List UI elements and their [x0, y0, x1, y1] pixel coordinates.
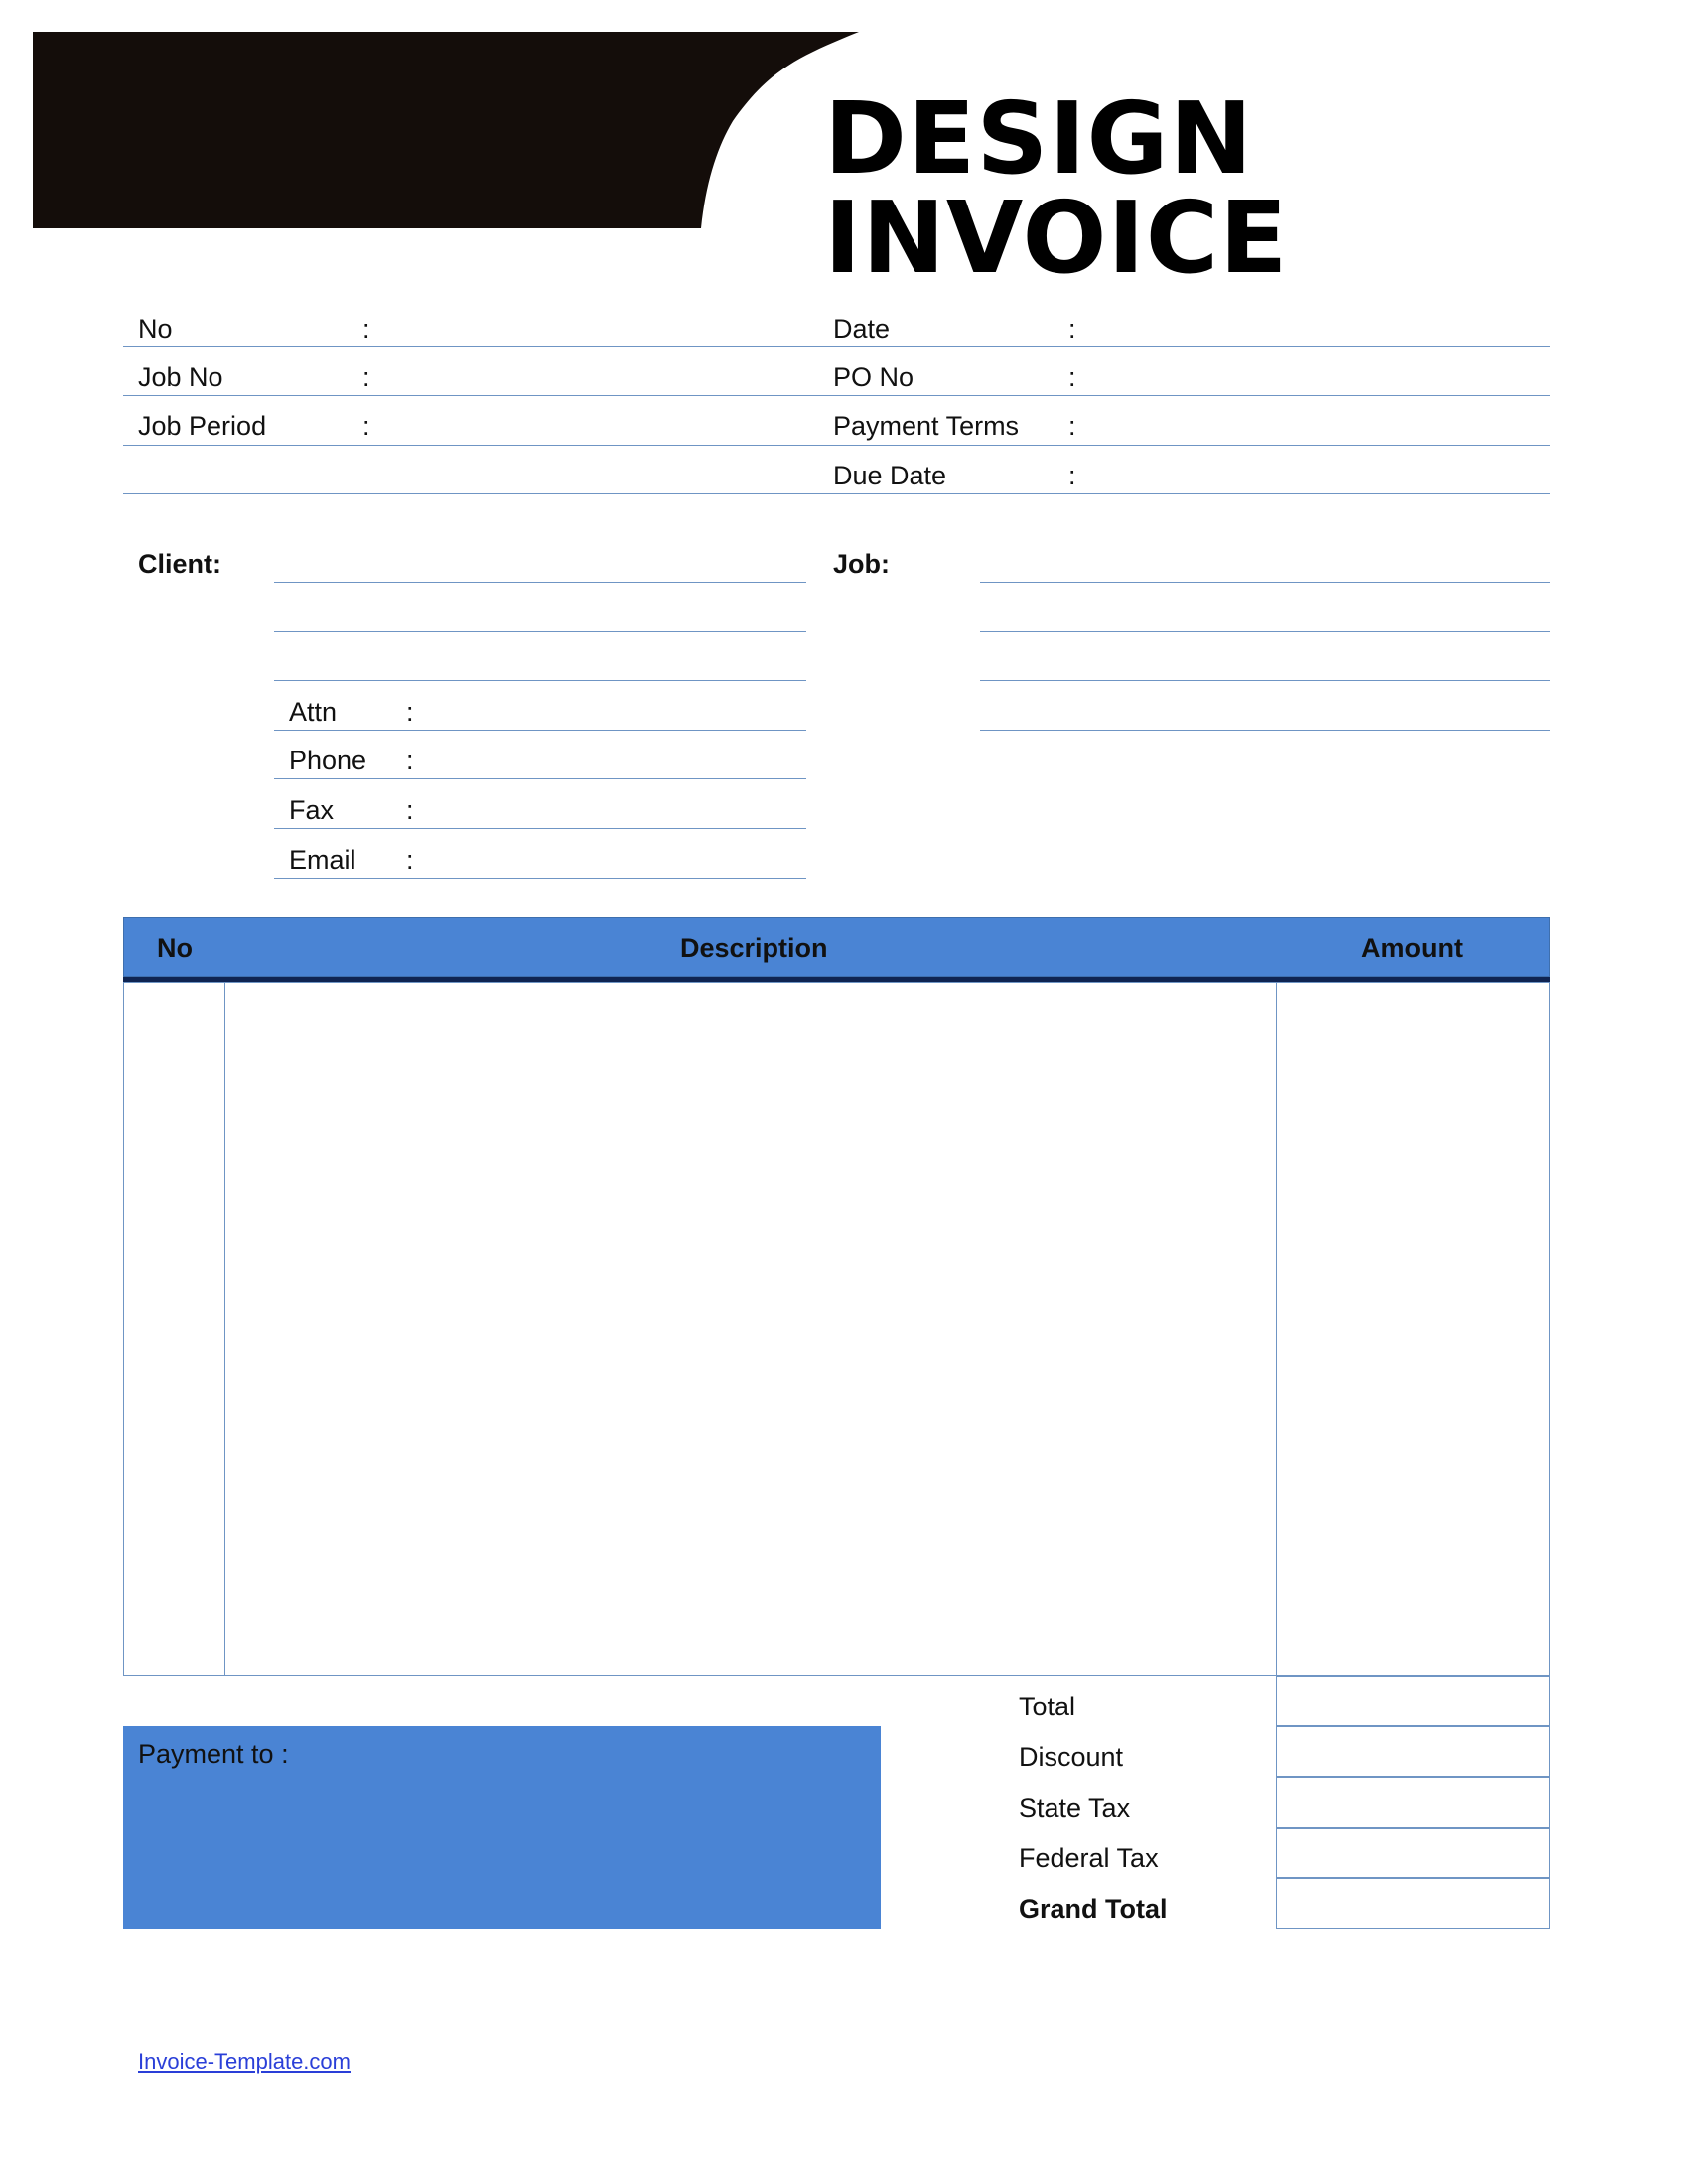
client-address-line[interactable]: [274, 680, 806, 681]
contact-row-rule: [274, 778, 806, 779]
payment-to-label: Payment to :: [138, 1739, 289, 1769]
federal-tax-label: Federal Tax: [1019, 1843, 1159, 1873]
client-address-line[interactable]: [274, 631, 806, 632]
total-amount-cell[interactable]: [1276, 1676, 1550, 1726]
field-label-job-no: Job No: [138, 362, 223, 392]
state-tax-amount-cell[interactable]: [1276, 1777, 1550, 1828]
field-colon: :: [362, 411, 370, 441]
discount-label: Discount: [1019, 1742, 1124, 1772]
header-banner-shape: [33, 32, 862, 230]
field-colon: :: [1068, 314, 1076, 343]
field-colon: :: [406, 845, 414, 875]
items-table-body[interactable]: [123, 982, 1550, 1676]
contact-label-email: Email: [289, 845, 356, 875]
info-row-rule: [123, 346, 1550, 347]
job-description-line[interactable]: [980, 582, 1550, 583]
discount-amount-cell[interactable]: [1276, 1726, 1550, 1777]
grand-total-label: Grand Total: [1019, 1894, 1168, 1924]
federal-tax-amount-cell[interactable]: [1276, 1828, 1550, 1878]
field-label-job-period: Job Period: [138, 411, 267, 441]
info-row-rule: [123, 395, 1550, 396]
info-row-rule: [123, 445, 1550, 446]
contact-row-rule: [274, 730, 806, 731]
field-label-date: Date: [833, 314, 891, 343]
field-label-no: No: [138, 314, 173, 343]
contact-row-rule: [274, 878, 806, 879]
job-description-line[interactable]: [980, 680, 1550, 681]
contact-row-rule: [274, 828, 806, 829]
column-header-description: Description: [680, 933, 828, 963]
client-label: Client:: [138, 549, 221, 579]
invoice-title: DESIGN INVOICE: [824, 80, 1289, 296]
job-label: Job:: [833, 549, 890, 579]
payment-to-box[interactable]: [123, 1726, 881, 1929]
job-description-line[interactable]: [980, 730, 1550, 731]
total-label: Total: [1019, 1692, 1076, 1721]
column-divider: [224, 983, 225, 1675]
field-colon: :: [406, 795, 414, 825]
info-row-rule: [123, 493, 1550, 494]
field-colon: :: [406, 697, 414, 727]
contact-label-attn: Attn: [289, 697, 338, 727]
client-address-line[interactable]: [274, 582, 806, 583]
field-colon: :: [1068, 461, 1076, 490]
state-tax-label: State Tax: [1019, 1793, 1131, 1823]
field-label-po-no: PO No: [833, 362, 914, 392]
grand-total-amount-cell[interactable]: [1276, 1878, 1550, 1929]
field-label-payment-terms: Payment Terms: [833, 411, 1020, 441]
column-header-no: No: [157, 933, 193, 963]
field-colon: :: [406, 746, 414, 775]
footer-link[interactable]: Invoice-Template.com: [138, 2049, 351, 2074]
contact-label-phone: Phone: [289, 746, 367, 775]
items-table: [123, 917, 1550, 1676]
field-colon: :: [362, 314, 370, 343]
column-header-amount: Amount: [1361, 933, 1463, 963]
field-colon: :: [1068, 411, 1076, 441]
field-colon: :: [362, 362, 370, 392]
column-divider: [1276, 983, 1277, 1675]
field-label-due-date: Due Date: [833, 461, 947, 490]
field-colon: :: [1068, 362, 1076, 392]
job-description-line[interactable]: [980, 631, 1550, 632]
contact-label-fax: Fax: [289, 795, 335, 825]
items-table-header: [123, 917, 1550, 977]
